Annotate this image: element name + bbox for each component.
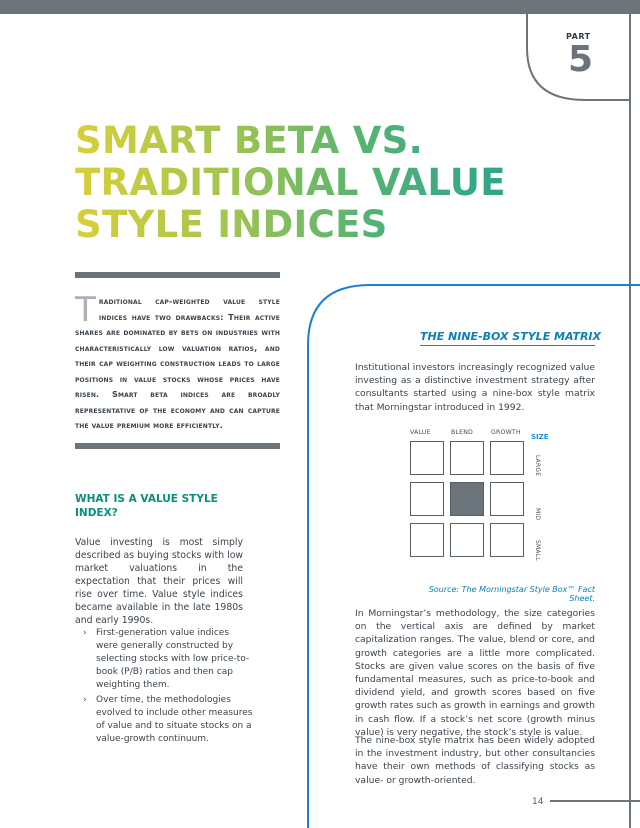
matrix-cell [490,482,524,516]
left-body-text: Value investing is most simply described as buying stocks with low market valuations in the expectation that their prices will rise over time. Value style indices became available in the late 1980s and early 1990s. [75,537,243,626]
matrix-row-mid: MID [534,508,541,521]
title-line-2: TRADITIONAL VALUE [75,161,506,204]
bullet-marker: › [83,628,87,638]
intro-text: raditional cap-weighted value style indices have two drawbacks: Their active shares are dominated by bets on industries with characteristically low valuation ratios, and their cap weighting construction leads to large positions in value stocks whose prices have risen. Smart beta indices are broadly representative of the economy and can capture the value premium more efficiently. [75,296,280,430]
bullet-item [83,627,253,692]
intro-top-rule [75,272,280,278]
section-heading [75,492,275,520]
sidebar-title: THE NINE-BOX STYLE MATRIX [420,330,601,343]
matrix-cell [490,441,524,475]
sidebar-paragraph-3: The nine-box style matrix has been widely adopted in the investment industry, but other consultancies have their own methods of classifying stocks as value- or growth-oriented. [355,735,595,786]
title-line-1: SMART BETA VS. [75,119,423,162]
matrix-cell [410,441,444,475]
drop-cap: T [75,290,96,330]
matrix-column-growth: GROWTH [491,429,521,436]
bullet-text: First-generation value indices were generally constructed by selecting stocks with low price-to-book (P/B) ratios and then cap weighting them. [96,628,250,690]
matrix-cell [450,523,484,557]
bullet-marker: › [83,695,87,705]
matrix-size-label: SIZE [531,433,549,441]
matrix-cell [410,523,444,557]
footer-rule [550,800,640,802]
matrix-cell-highlighted [450,482,484,516]
matrix-cell [410,482,444,516]
matrix-column-value: VALUE [410,429,431,436]
section-heading-line-2: INDEX? [75,507,118,519]
title-line-3: STYLE INDICES [75,203,388,246]
sidebar-paragraph-2: In Morningstar’s methodology, the size categories on the vertical axis are defined by market capitalization ranges. The value, blend or core, and growth categories are a little more complicated. Stocks are given value scores on the basis of five fundamental measures, such as price-to-book and dividend yield, and growth scores based on five growth rates such as growth in earnings and growth in cash flow. If a stock’s net score (growth minus value) is very negative, the stock’s style is value. [355,608,595,738]
bullet-text: Over time, the methodologies evolved to include other measures of value and to situate stocks on a value-growth continuum. [96,695,253,744]
intro-bottom-rule [75,443,280,449]
matrix-column-blend: BLEND [451,429,473,436]
part-number: 5 [568,39,594,80]
section-heading-line-1: WHAT IS A VALUE STYLE [75,493,218,505]
matrix-cell [450,441,484,475]
matrix-row-small: SMALL [534,540,541,561]
matrix-cell [490,523,524,557]
matrix-row-large: LARGE [534,455,541,477]
page-number: 14 [532,797,544,807]
bullet-item [83,694,253,746]
page-title [75,120,555,246]
sidebar-paragraph-1: Institutional investors increasingly recognized value investing as a distinctive investment strategy after consultants started using a nine-box style matrix that Morningstar introduced in 1992. [355,362,595,413]
part-label: PART [566,32,591,41]
matrix-source: Source: The Morningstar Style Box™ Fact Sheet. [428,585,595,603]
intro-paragraph [75,290,280,434]
sidebar-title-rule [420,345,595,346]
